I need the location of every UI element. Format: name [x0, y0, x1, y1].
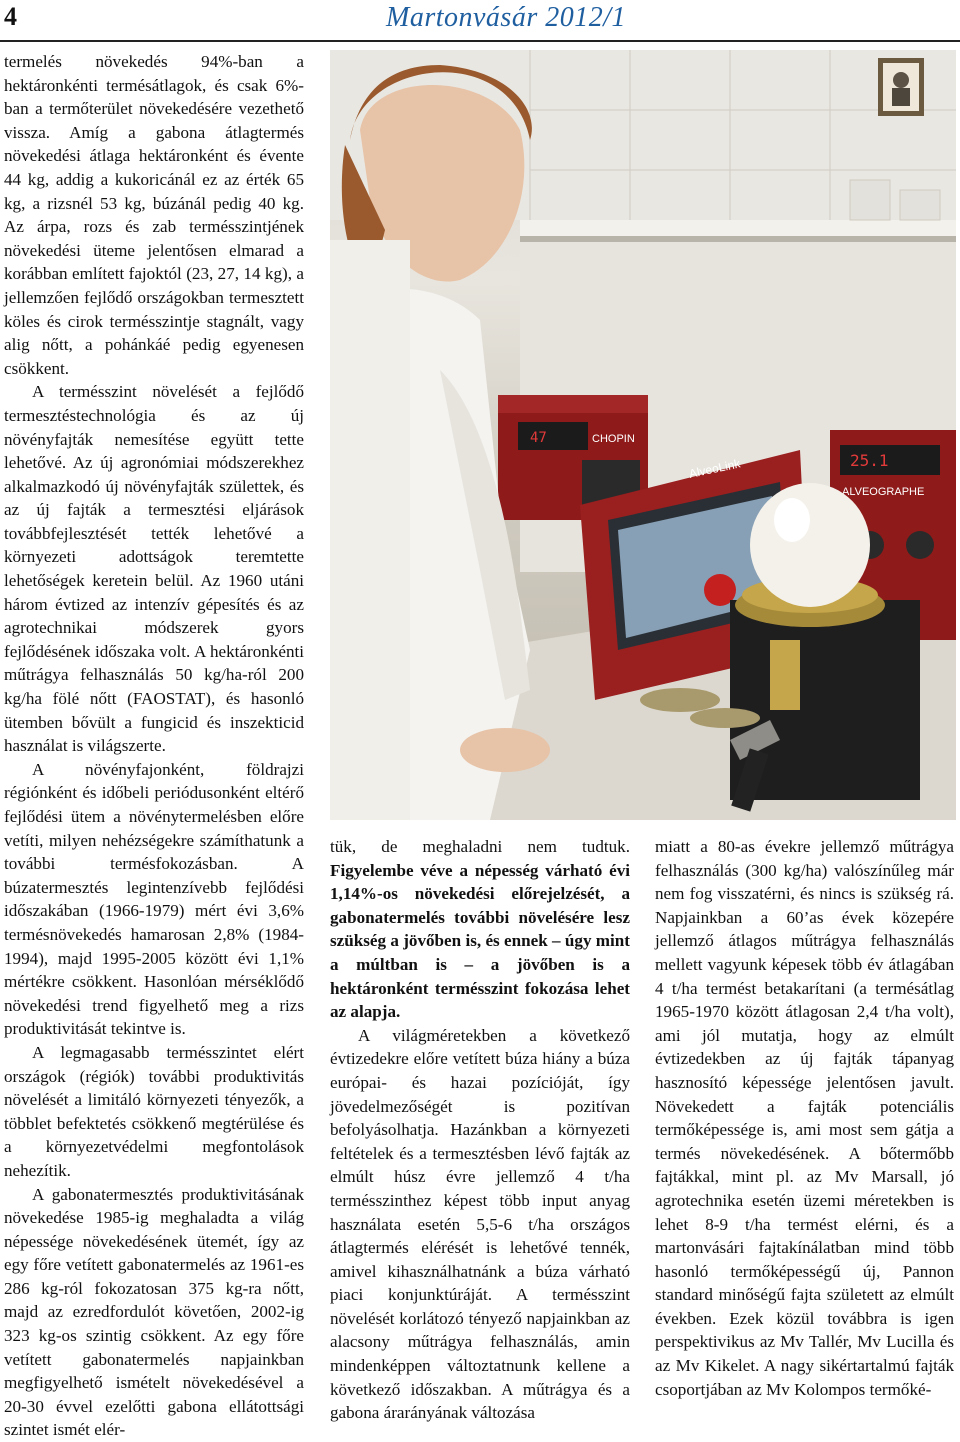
page-number: 4 — [4, 2, 17, 32]
col1-paragraph-5: A gabonatermesztés produktivitásának növekedése 1985-ig meghaladta a világ népessége növekedésének ütemét, így az egy főre vetített gabonatermelés az 1961-es 286 kg-ról fokozatosan 375 kg-ra nőtt, majd az ezredfordulót követően, 2002-ig 323 kg-os szintig csökkent. Az egy főre vetített gabonatermelés napjainkban megfigyelhető ismételt növekedésével a 20-30 évvel ezelőtti gabona ellátottsági szintet ismét elér- — [4, 1183, 304, 1442]
header-rule — [0, 40, 960, 42]
column-3 — [655, 835, 954, 1401]
col1-paragraph-3: A növényfajonként, földrajzi régiónként és időbeli periódusonként eltérő fejlődési ütem a növénytermelésben előre vetíti, milyen nehézségekre számíthatunk a további termésfokozásban. A búzatermesztés legintenzívebb fejlődési időszakában (1966-1979) mért évi 3,6% termésnövekedés hamarosan 2,8% (1984-1994), majd 1995-2005 között évi 1,1% mértékre csökkent. Hasonlóan mérséklődő növekedési trend figyelhető meg a rizs produktivitását tekintve is. — [4, 758, 304, 1041]
column-1 — [4, 50, 304, 1442]
lab-photo — [330, 50, 956, 820]
col2-lead-bold: Figyelembe véve a népesség várható évi 1,14%-os növekedési előrejelzését, a gabonatermelés további növelésére lesz szükség a jövőben is, és ennek – úgy mint a múltban is – a jövőben is a hektáronként termésszint fokozása lehet az alapja. — [330, 861, 630, 1022]
col1-paragraph-2: A termésszint növelését a fejlődő termesztéstechnológia és az új növényfajták nemesítése együtt tette lehetővé. Az új agronómiai módszerekhez alkalmazkodó új növényfajták születtek, és az új fajták a termesztési eljárások továbbfejlesztését tették lehetővé a környezeti adottságok teremtette lehetőségek keretein belül. Az 1960 utáni három évtized az intenzív gépesítés és az agrotechnikai módszerek gyors fejlődésének időszaka volt. A hektáronkénti műtrágya felhasználás 50 kg/ha-ról 200 kg/ha fölé nőtt (FAOSTAT), és hasonló ütemben bővült a fungicid és inszekticid használat is világszerte. — [4, 380, 304, 758]
col2-paragraph-1 — [330, 835, 630, 1024]
col1-paragraph-1: termelés növekedés 94%-ban a hektáronkénti termésátlagok, és csak 6%-ban a termőterület növekedésére vezethető vissza. Amíg a gabona átlagtermés növekedési átlaga hektáronként és évente 44 kg, addig a kukoricánál ez az érték 65 kg, a rizsnél 53 kg, búzánál pedig 40 kg. Az árpa, rozs és zab termésszintjének növekedési üteme jelentősen elmarad a korábban említett fajoktól (23, 27, 14 kg), a jellemzően fejlődő országokban termesztett köles és cirok termésszintje stagnált, vagy alig nőtt, a pohánkáé pedig egyenesen csökkent. — [4, 50, 304, 380]
col2-paragraph-2: A világméretekben a következő évtizedekre előre vetített búza hiány a búza európai- és hazai pozícióját, így jövedelmezőségét is pozitívan befolyásolhatja. Hazánkban a környezeti feltételek és a termesztésben lévő fajták az elmúlt húsz évre jellemző 4 t/ha termésszinthez képest több input anyag használata esetén 5,5-6 t/ha országos átlagtermés elérését is lehetővé tennék, amivel kihasználhatnánk a búza várható piaci konjunktúráját. A termésszint növelését korlátozó tényező napjainkban az alacsony műtrágya felhasználás, amin mindenképpen változtatnunk kellene a következő időszakban. A műtrágya és a gabona árarányának változása — [330, 1024, 630, 1425]
journal-title: Martonvásár 2012/1 — [386, 2, 626, 34]
device3-label: ALVEOGRAPHE — [842, 486, 924, 498]
column-2 — [330, 835, 630, 1425]
svg-text:47: 47 — [530, 430, 547, 446]
lab-scene-illustration — [330, 50, 956, 820]
col2-lead-plain: tük, de meghaladni nem tudtuk. — [330, 837, 630, 856]
device2-label: AlveoLink — [688, 456, 743, 481]
col1-paragraph-4: A legmagasabb termésszintet elért országok (régiók) további produktivitás növelését a limitáló környezeti tényezők, a többlet befektetés csökkenő megtérülése és a környezetvédelmi megfontolások nehezítik. — [4, 1041, 304, 1183]
col3-paragraph-1: miatt a 80-as évekre jellemző műtrágya felhasználás (300 kg/ha) valószínűleg már nem fog visszatérni, és nincs is szükség rá. Napjainkban a 60’as évek közepére jellemző átlagos műtrágya felhasználás mellett vagyunk képesek több év átlagában 4 t/ha termést betakarítani (a termésátlag 1965-1970 között átlagosan 2,4 t/ha volt), ami jól mutatja, hogy az elmúlt évtizedekben az új fajták tápanyag hasznosító képessége jelentősen javult. Növekedett a fajták potenciális termőképessége is, ami most sem gátja a termés növekedésének. A bőtermőbb fajtákkal, mint pl. az Mv Marsall, jó agrotechnika esetén üzemi méretekben is lehet 8-9 t/ha termést elérni, és a martonvásári fajtakínálatban mind több hasonló termőképességű új, Pannon standard minőségű fajta született az elmúlt években. Ezek közül továbbra is igen perspektivikus az Mv Tallér, Mv Lucilla és az Mv Kikelet. A nagy sikértartalmú fajták csoportjában az Mv Kolompos termőké- — [655, 835, 954, 1401]
display-reading: 25.1 — [850, 451, 889, 470]
device1-label: CHOPIN — [592, 433, 635, 445]
